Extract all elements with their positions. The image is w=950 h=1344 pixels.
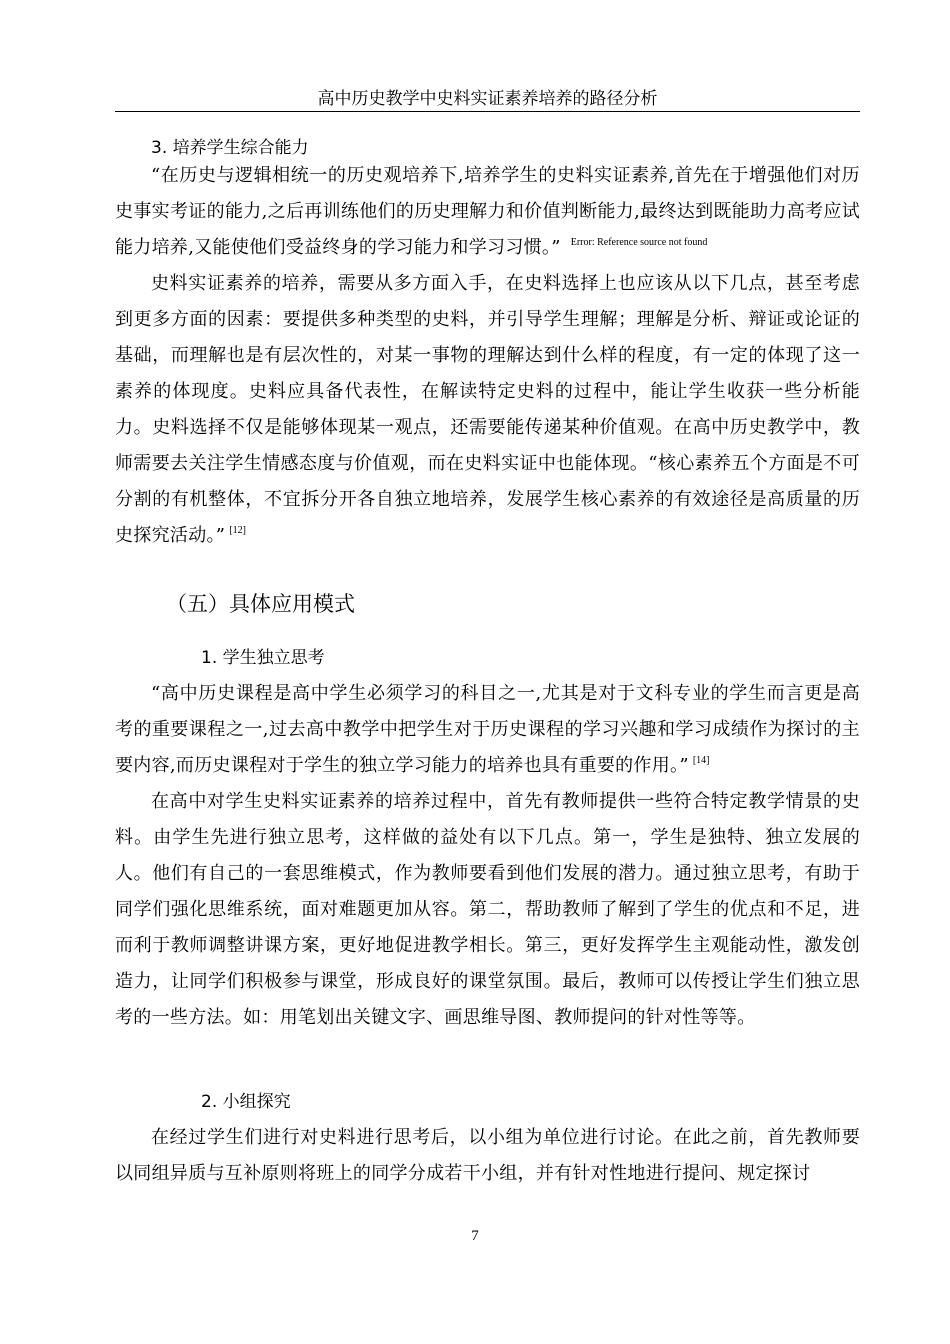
header-rule xyxy=(115,111,860,112)
subsection-heading-2: 2. 小组探究 xyxy=(201,1092,291,1112)
citation-error-note: Error: Reference source not found xyxy=(570,237,708,248)
body-paragraph-3 xyxy=(115,1120,860,1192)
body-paragraph-1 xyxy=(115,266,860,554)
quote-text-2: “高中历史课程是高中学生必须学习的科目之一,尤其是对于文科专业的学生而言更是高考的重要课程之一,过去高中教学中把学生对于历史课程的学习兴趣和学习成绩作为探讨的主要内容,而历史课程对于学生的独立学习能力的培养也具有重要的作用。” xyxy=(115,683,860,776)
running-header-title: 高中历史教学中史料实证素养培养的路径分析 xyxy=(317,89,658,109)
body-text-2: 在高中对学生史料实证素养的培养过程中，首先有教师提供一些符合特定教学情景的史料。由学生先进行独立思考，这样做的益处有以下几点。第一，学生是独特、独立发展的人。他们有自己的一套思维模式，作为教师要看到他们发展的潜力。通过独立思考，有助于同学们强化思维系统，面对难题更加从容。第二，帮助教师了解到了学生的优点和不足，进而利于教师调整讲课方案，更好地促进教学相长。第三，更好发挥学生主观能动性，激发创造力，让同学们积极参与课堂，形成良好的课堂氛围。最后，教师可以传授让学生们独立思考的一些方法。如：用笔划出关键文字、画思维导图、教师提问的针对性等等。 xyxy=(115,791,860,1028)
quote-text-1: “在历史与逻辑相统一的历史观培养下,培养学生的史料实证素养,首先在于增强他们对历史事实考证的能力,之后再训练他们的历史理解力和价值判断能力,最终达到既能助力高考应试能力培养,又能使他们受益终身的学习能力和学习习惯。” xyxy=(115,165,860,258)
subsection-heading-3: 3. 培养学生综合能力 xyxy=(151,138,309,158)
body-text-3: 在经过学生们进行对史料进行思考后，以小组为单位进行讨论。在此之前，首先教师要以同组异质与互补原则将班上的同学分成若干小组，并有针对性地进行提问、规定探讨 xyxy=(115,1127,860,1184)
body-text-1: 史料实证素养的培养，需要从多方面入手，在史料选择上也应该从以下几点，甚至考虑到更多方面的因素：要提供多种类型的史料，并引导学生理解；理解是分析、辩证或论证的基础，而理解也是有层次性的，对某一事物的理解达到什么样的程度，有一定的体现了这一素养的体现度。史料应具备代表性，在解读特定史料的过程中，能让学生收获一些分析能力。史料选择不仅是能够体现某一观点，还需要能传递某种价值观。在高中历史教学中，教师需要去关注学生情感态度与价值观，而在史料实证中也能体现。“核心素养五个方面是不可分割的有机整体，不宜拆分开各自独立地培养，发展学生核心素养的有效途径是高质量的历史探究活动。” xyxy=(115,273,860,546)
quote-paragraph-2 xyxy=(115,676,860,784)
body-paragraph-2 xyxy=(115,784,860,1036)
citation-14: [14] xyxy=(692,755,710,766)
section-heading-5: （五）具体应用模式 xyxy=(166,592,355,616)
subsection-heading-1: 1. 学生独立思考 xyxy=(201,648,325,668)
citation-12: [12] xyxy=(229,525,246,536)
quote-paragraph-1 xyxy=(115,158,860,266)
page-number: 7 xyxy=(471,1228,479,1244)
